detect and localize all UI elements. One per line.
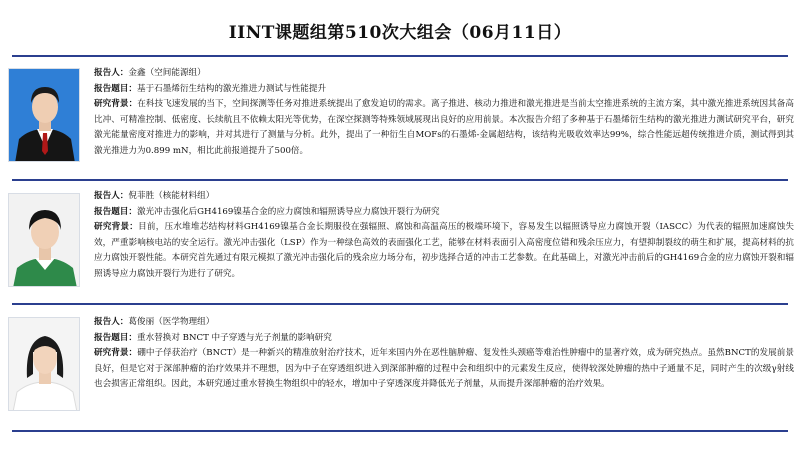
reporter-photo-3	[8, 317, 80, 411]
reporter-name: 倪菲胜（核能材料组）	[128, 191, 215, 201]
report-topic: 重水替换对 BNCT 中子穿透与光子剂量的影响研究	[136, 332, 332, 343]
background-label: 研究背景：	[94, 348, 138, 359]
background-label: 研究背景：	[94, 99, 138, 110]
research-background: 目前，压水堆堆芯结构材料GH4169镍基合金长期服役在强辐照、腐蚀和高温高压的极端环境下，容易发生以辐照诱导应力腐蚀开裂（IASCC）为代表的辐照加速腐蚀失效，严重影响核电站的安全运行。激光冲击强化（LSP）作为一种绿色高效的表面强化工艺，能够在材料表面引入高密度位错和残余压应力，有望抑制裂纹的萌生和扩展，提高材料的抗应力腐蚀开裂性能。本研究首先通过有限元模拟了激光冲击强化后的残余应力场分布，初步选择合适的冲击工艺参数。在此基础上，对激光冲击前后的GH4169合金的应力腐蚀开裂和辐照诱导应力腐蚀开裂行为进行了研究。	[94, 222, 794, 279]
reporter-label: 报告人：	[94, 68, 129, 78]
report-divider-2	[12, 303, 788, 305]
reporter-name: 金鑫（空间能源组）	[128, 68, 206, 78]
topic-label: 报告题目：	[94, 206, 137, 217]
title-divider	[12, 55, 788, 57]
topic-label: 报告题目：	[94, 83, 137, 94]
research-background: 在科技飞速发展的当下，空间探测等任务对推进系统提出了愈发迫切的需求。离子推进、核动力推进和激光推进是当前太空推进系统的主流方案，其中激光推进系统因其备高比冲、可精准控制、低密度、长续航且不依赖太阳光等优势，在深空探测等特殊领域展现出良好的应用前景。本次报告介绍了多种基于石墨烯衍生结构的激光推进力测试研究平台，研究激光能量密度对推进力的影响，并对其进行了测量与分析。此外，提出了一种衍生自MOFs的石墨烯-金属超结构，该结构光吸收效率达99%，综合性能远超传统推进介质，测试得到其激光推进力为0.899 mN，相比此前报道提升了500倍。	[94, 99, 794, 156]
reporter-label: 报告人：	[94, 317, 129, 327]
report-text-3	[94, 315, 794, 393]
page-title: IINT课题组第510次大组会（06月11日）	[228, 23, 572, 43]
reporter-photo-2	[8, 193, 80, 287]
report-topic: 基于石墨烯衍生结构的激光推进力测试与性能提升	[136, 83, 327, 94]
reporter-photo-1	[8, 68, 80, 162]
background-label: 研究背景：	[94, 222, 139, 233]
report-divider-1	[12, 179, 788, 181]
research-background: 硼中子俘获治疗（BNCT）是一种新兴的精准放射治疗技术，近年来国内外在恶性脑肿瘤、复发性头颈癌等难治性肿瘤中的显著疗效，成为研究热点。虽然BNCT的发展前景良好，但是它对于深部肿瘤的治疗效果并不理想，因为中子在穿透组织进入到深部肿瘤的过程中会和组织中的元素发生反应，使得较深处肿瘤的热中子通量不足，同时产生的次级γ射线也会损害正常组织。因此，本研究通过重水替换生物组织中的轻水，增加中子穿透深度并降低光子剂量，从而提升深部肿瘤的治疗效果。	[94, 348, 794, 390]
topic-label: 报告题目：	[94, 332, 137, 343]
reporter-name: 葛俊丽（医学物理组）	[128, 317, 215, 327]
reporter-label: 报告人：	[94, 191, 129, 201]
report-text-1	[94, 66, 794, 160]
report-text-2	[94, 189, 794, 283]
report-topic: 激光冲击强化后GH4169镍基合金的应力腐蚀和辐照诱导应力腐蚀开裂行为研究	[136, 206, 440, 217]
report-divider-3	[12, 430, 788, 432]
